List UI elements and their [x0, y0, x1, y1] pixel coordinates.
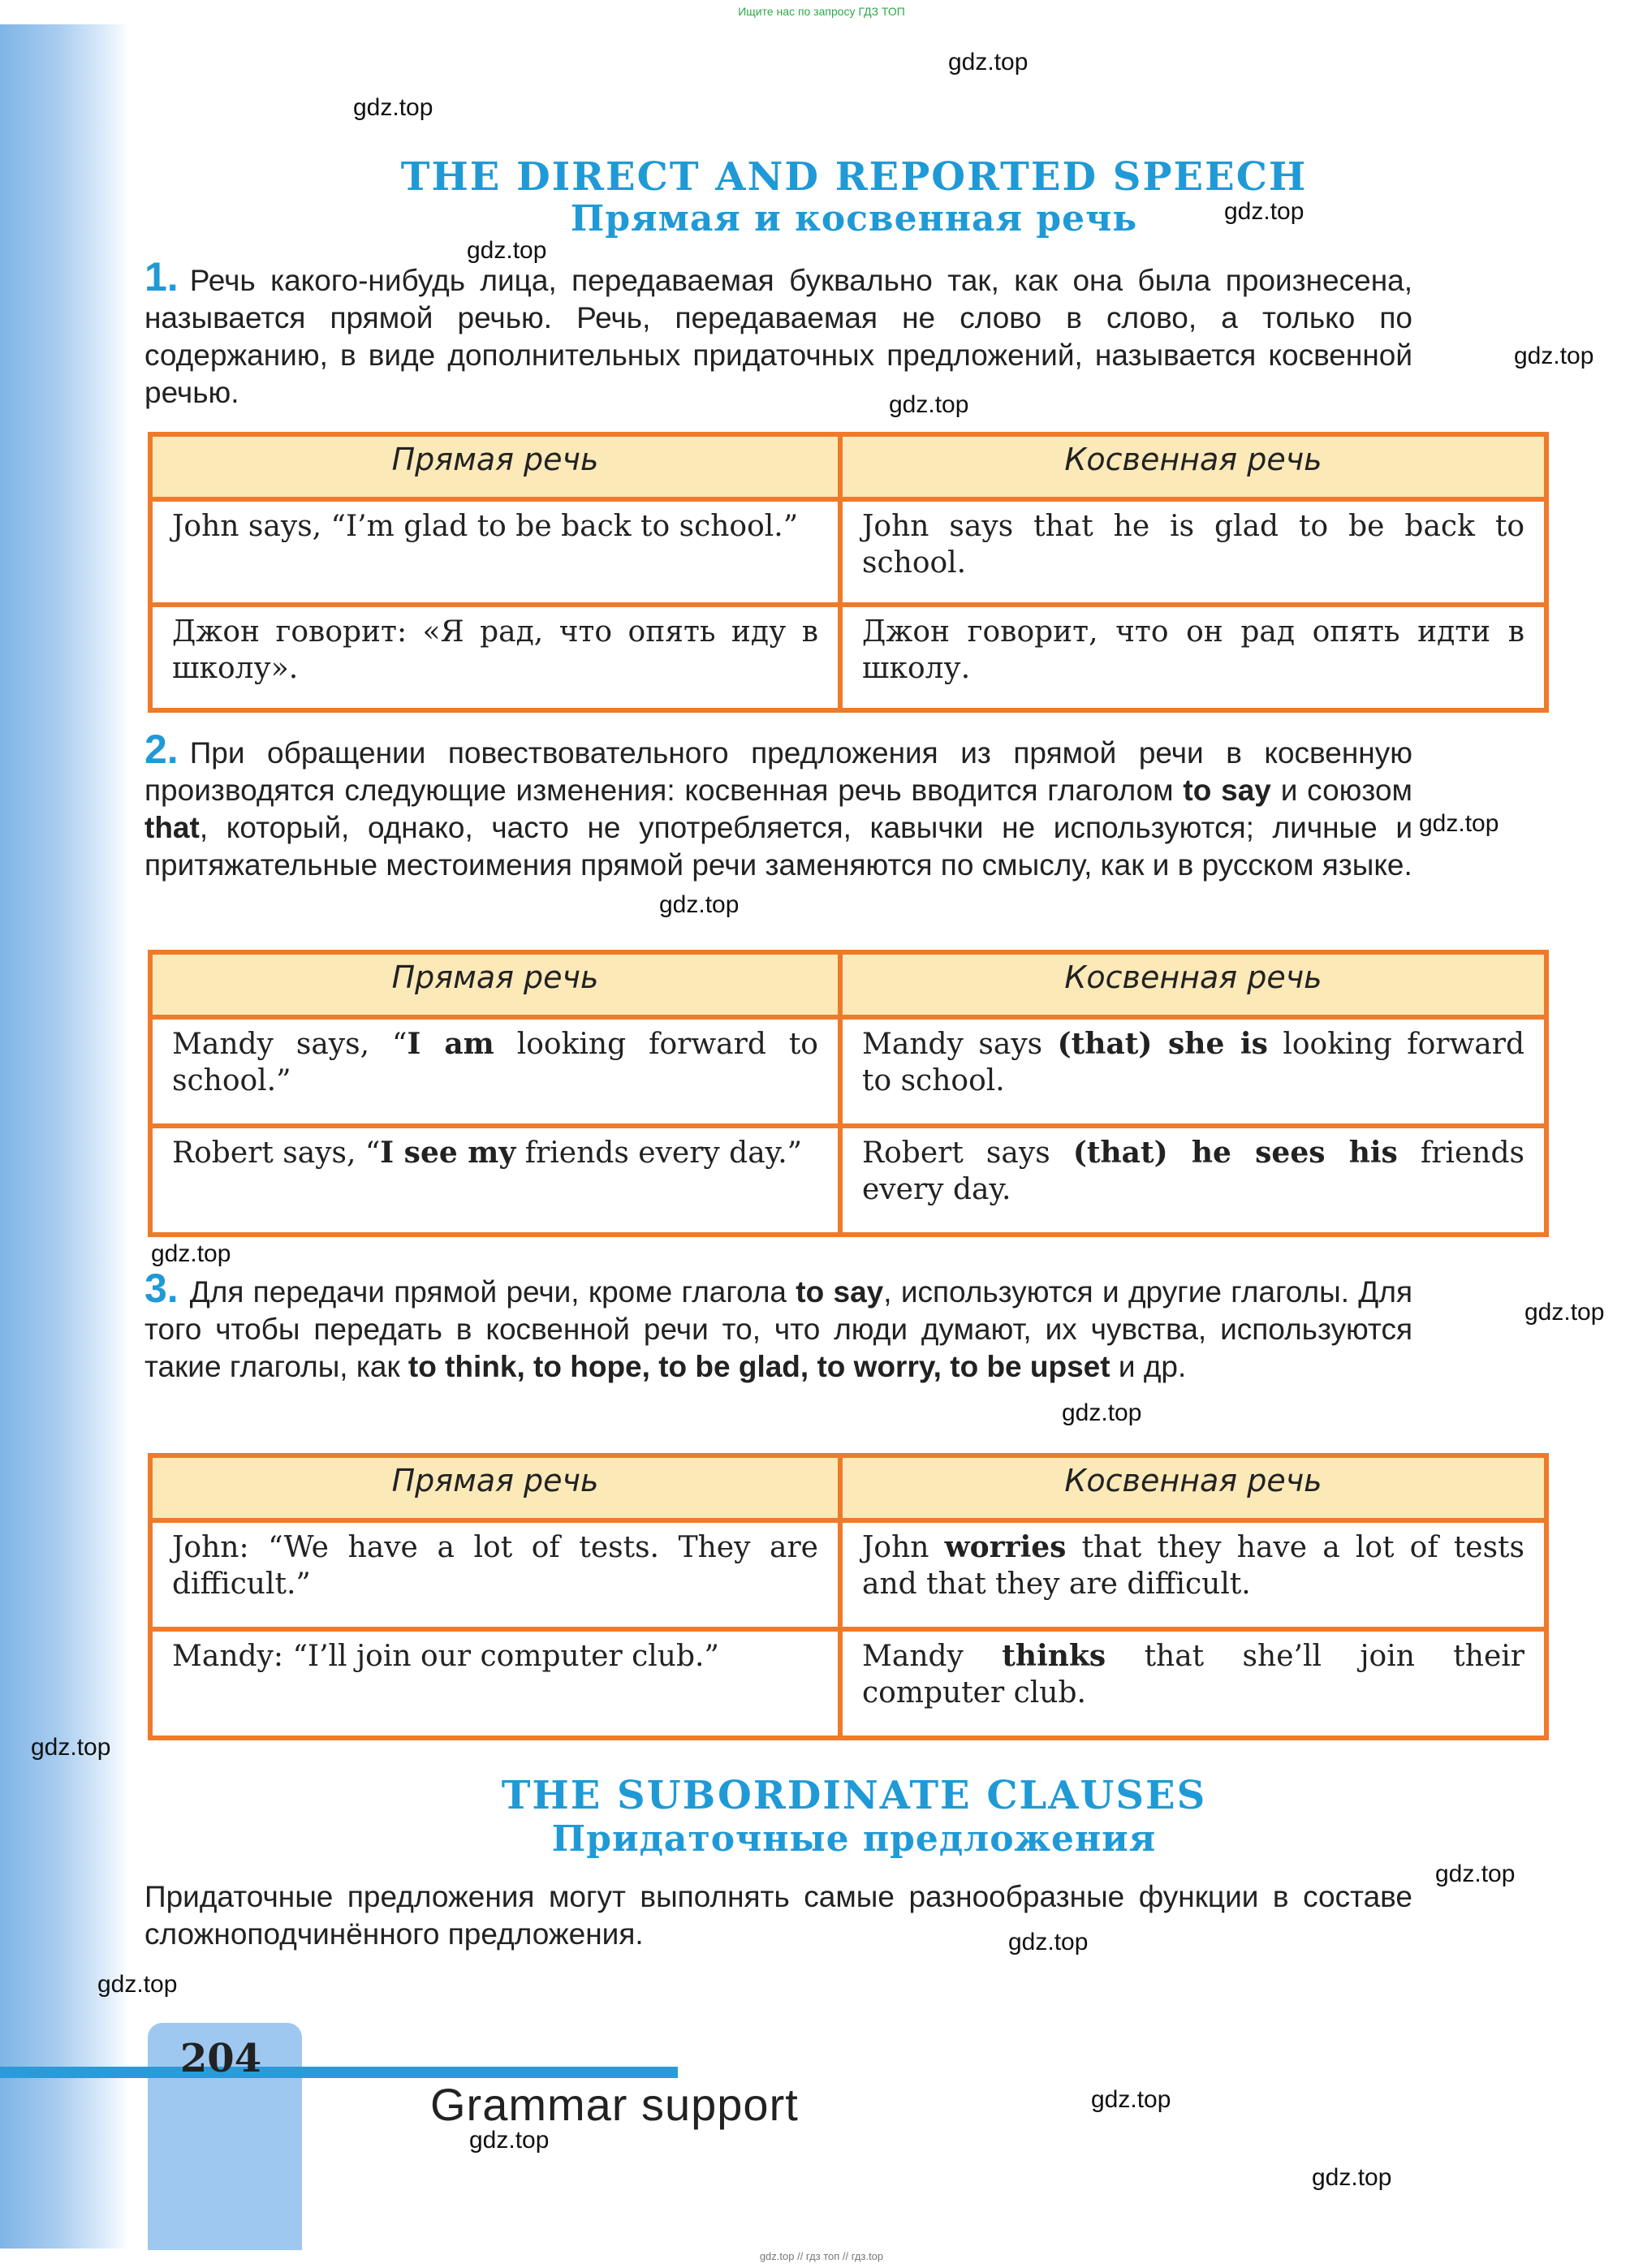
- keyword: that: [144, 811, 200, 844]
- bottom-note: gdz.top // гдз топ // гдз.top: [759, 2250, 884, 2262]
- cell-text: Robert says, “: [172, 1136, 381, 1170]
- keyword: to say: [796, 1275, 884, 1309]
- table-header-row: [150, 434, 1546, 499]
- direct-speech-cell: Mandy: “I’ll join our computer club.”: [150, 1629, 840, 1738]
- watermark: gdz.top: [1062, 1399, 1142, 1426]
- cell-text: friends every day.”: [515, 1136, 803, 1170]
- paragraph-text: и др.: [1110, 1350, 1187, 1383]
- header-reported-speech: Косвенная речь: [840, 1455, 1546, 1520]
- cell-bold: I am: [407, 1027, 494, 1061]
- watermark: gdz.top: [659, 891, 740, 918]
- cell-text: that she’ll join their computer club.: [862, 1640, 1524, 1710]
- table-direct-reported-3: [148, 1453, 1549, 1740]
- reported-speech-cell: John says that he is glad to be back to school.: [840, 499, 1546, 605]
- section-title-en: THE SUBORDINATE CLAUSES: [501, 1773, 1207, 1818]
- section-title-en: THE DIRECT AND REPORTED SPEECH: [400, 154, 1308, 200]
- paragraph-4: [144, 1878, 1412, 1953]
- section-title-ru: Придаточные предложения: [551, 1818, 1157, 1860]
- watermark: gdz.top: [467, 237, 547, 264]
- paragraph-text: , который, однако, часто не употребляется, кавычки не используются; личные и притяжательные местоимения прямой речи заменяются по смыслу, как и в русском языке.: [144, 811, 1412, 882]
- direct-speech-cell: Джон говорит: «Я рад, что опять иду в школу».: [150, 605, 840, 710]
- header-direct-speech: Прямая речь: [150, 952, 840, 1017]
- watermark: gdz.top: [1435, 1861, 1516, 1887]
- cell-text: friends every day.: [862, 1136, 1525, 1206]
- watermark: gdz.top: [948, 49, 1028, 75]
- table-row: [150, 1629, 1546, 1738]
- reported-speech-cell: [840, 1629, 1546, 1738]
- cell-text: John: [862, 1531, 945, 1564]
- watermark: gdz.top: [889, 391, 969, 418]
- footer-rule: [0, 2067, 678, 2078]
- table-direct-reported-2: [148, 950, 1549, 1237]
- direct-speech-cell: [150, 1017, 840, 1126]
- reported-speech-cell: [840, 1126, 1546, 1235]
- cell-bold: (that) he sees his: [1072, 1136, 1398, 1170]
- paragraph-text: , используются и другие глаголы. Для того чтобы передать в косвенной речи то, что люди думают, их чувства, используются такие глаголы, как: [144, 1275, 1412, 1383]
- footer-section-label: Grammar support: [430, 2079, 799, 2130]
- watermark: gdz.top: [97, 1971, 178, 1998]
- watermark: gdz.top: [151, 1240, 231, 1267]
- table-row: [150, 1017, 1546, 1126]
- paragraph-number: 3.: [144, 1266, 179, 1311]
- paragraph-1: [144, 254, 1412, 412]
- paragraph-3: [144, 1266, 1412, 1386]
- watermark: gdz.top: [1514, 343, 1594, 369]
- cell-bold: thinks: [1002, 1639, 1106, 1673]
- watermark: gdz.top: [353, 94, 433, 121]
- watermark: gdz.top: [1312, 2164, 1392, 2191]
- table-row: [150, 605, 1546, 710]
- watermark: gdz.top: [1091, 2086, 1171, 2113]
- table-direct-reported-1: [148, 432, 1549, 713]
- watermark: gdz.top: [1008, 1929, 1089, 1955]
- direct-speech-cell: [150, 1126, 840, 1235]
- reported-speech-cell: [840, 1520, 1546, 1629]
- table-header-row: [150, 952, 1546, 1017]
- table-header-row: [150, 1455, 1546, 1520]
- table-row: [150, 1520, 1546, 1629]
- direct-speech-cell: John: “We have a lot of tests. They are difficult.”: [150, 1520, 840, 1629]
- cell-bold: I see my: [380, 1136, 516, 1170]
- keyword: to say: [1183, 774, 1271, 807]
- page-number: 204: [179, 2036, 262, 2081]
- table-row: [150, 499, 1546, 605]
- paragraph-text: При обращении повествовательного предложения из прямой речи в косвенную производятся следующие изменения: косвенная речь вводится глаголом: [144, 736, 1412, 807]
- watermark: gdz.top: [31, 1734, 111, 1761]
- direct-speech-cell: John says, “I’m glad to be back to school.”: [150, 499, 840, 605]
- watermark: gdz.top: [1419, 810, 1499, 837]
- header-direct-speech: Прямая речь: [150, 1455, 840, 1520]
- paragraph-text: Для передачи прямой речи, кроме глагола: [189, 1275, 796, 1309]
- cell-text: Robert says: [862, 1136, 1073, 1170]
- watermark: gdz.top: [1224, 198, 1304, 225]
- watermark: gdz.top: [469, 2127, 550, 2154]
- cell-text: looking forward to school.: [862, 1028, 1524, 1097]
- cell-bold: (that) she is: [1057, 1027, 1268, 1061]
- reported-speech-cell: [840, 1017, 1546, 1126]
- cell-text: Mandy says: [862, 1028, 1058, 1061]
- paragraph-2: [144, 727, 1412, 884]
- page-margin-strip: [0, 24, 130, 2249]
- cell-text: that they have a lot of tests and that they are difficult.: [862, 1531, 1525, 1601]
- paragraph-text: Речь какого-нибудь лица, передаваемая буквально так, как она была произнесена, называется прямой речью. Речь, передаваемая не слово в слово, а только по содержанию, в виде дополнительных придаточных предложений, называется косвенной речью.: [144, 264, 1412, 409]
- top-note: Ищите нас по запросу ГДЗ ТОП: [738, 5, 905, 18]
- paragraph-number: 1.: [144, 254, 179, 300]
- header-direct-speech: Прямая речь: [150, 434, 840, 499]
- cell-bold: worries: [944, 1530, 1067, 1564]
- table-row: [150, 1126, 1546, 1235]
- cell-text: Mandy says, “: [172, 1028, 408, 1061]
- section-title-ru: Прямая и косвенная речь: [570, 198, 1138, 239]
- watermark: gdz.top: [1524, 1299, 1605, 1326]
- paragraph-text: Придаточные предложения могут выполнять самые разнообразные функции в составе сложноподчинённого предложения.: [144, 1880, 1412, 1951]
- reported-speech-cell: Джон говорит, что он рад опять идти в школу.: [840, 605, 1546, 710]
- cell-text: Mandy: [862, 1640, 1003, 1673]
- header-reported-speech: Косвенная речь: [840, 434, 1546, 499]
- header-reported-speech: Косвенная речь: [840, 952, 1546, 1017]
- cell-text: looking forward to school.”: [172, 1028, 818, 1097]
- paragraph-number: 2.: [144, 727, 179, 772]
- paragraph-text: и союзом: [1270, 774, 1412, 807]
- keyword: to think, to hope, to be glad, to worry, to be upset: [408, 1350, 1110, 1383]
